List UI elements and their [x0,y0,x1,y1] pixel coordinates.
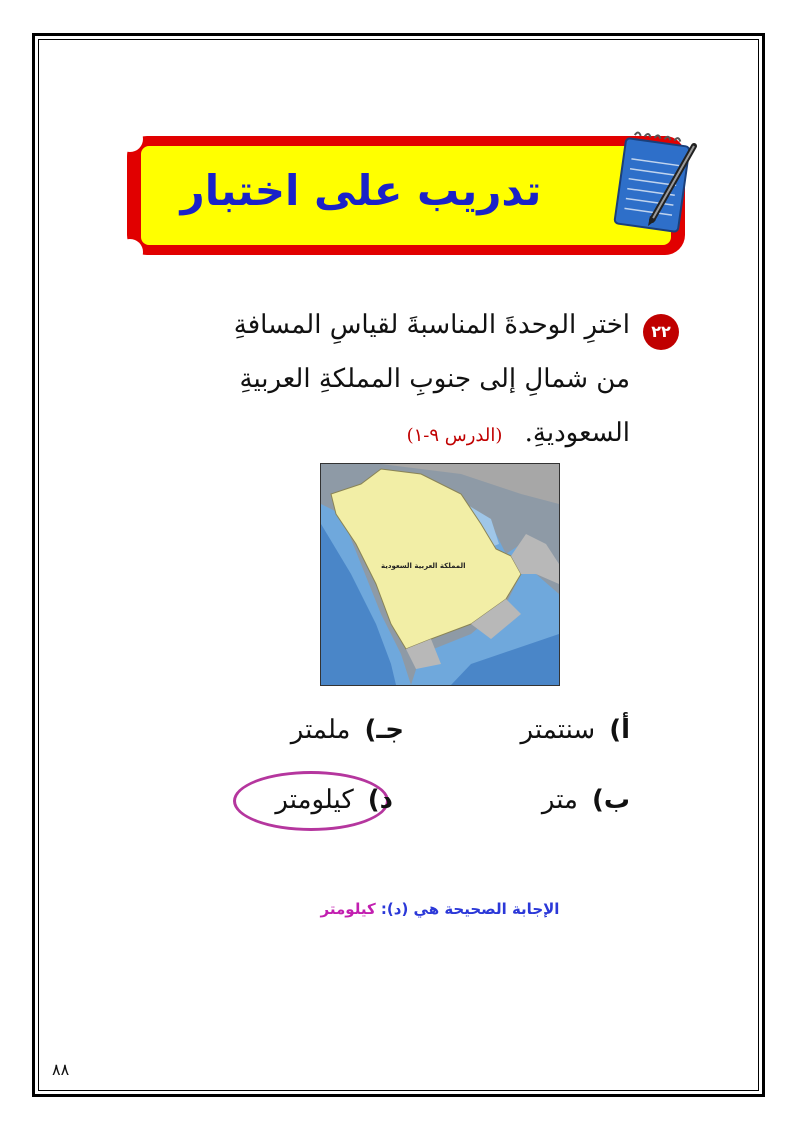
banner-corner [117,239,143,265]
choice-j [291,715,404,745]
map-graphic [321,464,559,685]
choice-text: ملمتر [290,715,351,745]
question-text-line: من شمالِ إلى جنوبِ المملكةِ العربيةِ [239,364,630,394]
banner-corner [117,126,143,152]
question-text-line: اخترِ الوحدةَ المناسبةَ لقياسِ المسافةِ [233,310,630,340]
choice-text: كيلومتر [275,785,354,815]
answer-value: كيلومتر [320,900,376,918]
choice-d [275,785,393,815]
lesson-reference: (الدرس ٩-١) [406,425,503,446]
choice-letter: أ) [609,715,630,745]
question-number-badge: ٢٢ [643,314,679,350]
choice-text: سنتمتر [520,715,596,745]
choice-b [542,785,630,815]
banner-fill [141,146,671,245]
page-number: ٨٨ [52,1060,70,1079]
choice-letter: جـ) [364,715,404,745]
map-country-label: المملكة العربية السعودية [381,562,466,570]
question-text-end: السعوديةِ. [524,418,630,448]
saudi-arabia-map [320,463,560,686]
choice-text: متر [541,785,578,815]
page-title: تدريب على اختبار [180,166,542,215]
answer-prefix: الإجابة الصحيحة هي (د): [380,900,560,918]
choice-letter: د) [367,785,393,815]
notepad-icon [612,128,700,238]
question-text-line [407,418,630,448]
choice-a [521,715,631,745]
title-banner [127,136,685,255]
choice-letter: ب) [591,785,630,815]
answer-statement [0,900,800,918]
